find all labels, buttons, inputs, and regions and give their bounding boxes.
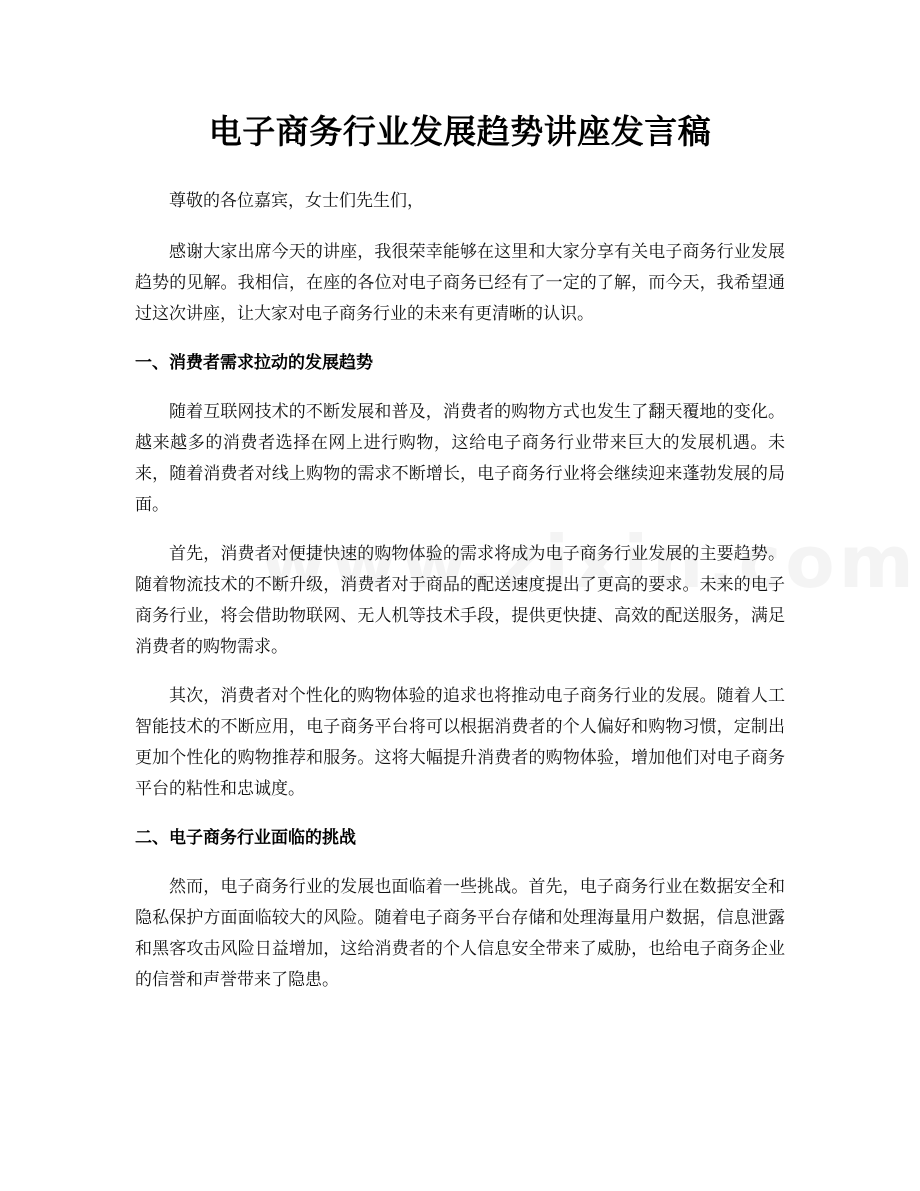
section-heading-1: 一、消费者需求拉动的发展趋势 <box>135 353 373 373</box>
section-heading-2: 二、电子商务行业面临的挑战 <box>135 828 356 848</box>
intro-paragraph: 感谢大家出席今天的讲座，我很荣幸能够在这里和大家分享有关电子商务行业发展趋势的见解。我相信，在座的各位对电子商务已经有了一定的了解，而今天，我希望通过这次讲座，让大家对电子商务行业的未来有更清晰的认识。 <box>135 242 785 324</box>
page-title: 电子商务行业发展趋势讲座发言稿 <box>208 112 712 151</box>
greeting: 尊敬的各位嘉宾，女士们先生们， <box>169 191 424 211</box>
section-2-paragraph-1: 然而，电子商务行业的发展也面临着一些挑战。首先，电子商务行业在数据安全和隐私保护方面面临较大的风险。随着电子商务平台存储和处理海量用户数据，信息泄露和黑客攻击风险日益增加，这给消费者的个人信息安全带来了威胁，也给电子商务企业的信誉和声誉带来了隐患。 <box>135 877 785 990</box>
section-1-paragraph-3: 其次，消费者对个性化的购物体验的追求也将推动电子商务行业的发展。随着人工智能技术的不断应用，电子商务平台将可以根据消费者的个人偏好和购物习惯，定制出更加个性化的购物推荐和服务。这将大幅提升消费者的购物体验，增加他们对电子商务平台的粘性和忠诚度。 <box>135 686 785 799</box>
section-1-paragraph-1: 随着互联网技术的不断发展和普及，消费者的购物方式也发生了翻天覆地的变化。越来越多的消费者选择在网上进行购物，这给电子商务行业带来巨大的发展机遇。未来，随着消费者对线上购物的需求不断增长，电子商务行业将会继续迎来蓬勃发展的局面。 <box>135 402 785 515</box>
section-1-paragraph-2: 首先，消费者对便捷快速的购物体验的需求将成为电子商务行业发展的主要趋势。随着物流技术的不断升级，消费者对于商品的配送速度提出了更高的要求。未来的电子商务行业，将会借助物联网、无人机等技术手段，提供更快捷、高效的配送服务，满足消费者的购物需求。 <box>135 544 785 657</box>
